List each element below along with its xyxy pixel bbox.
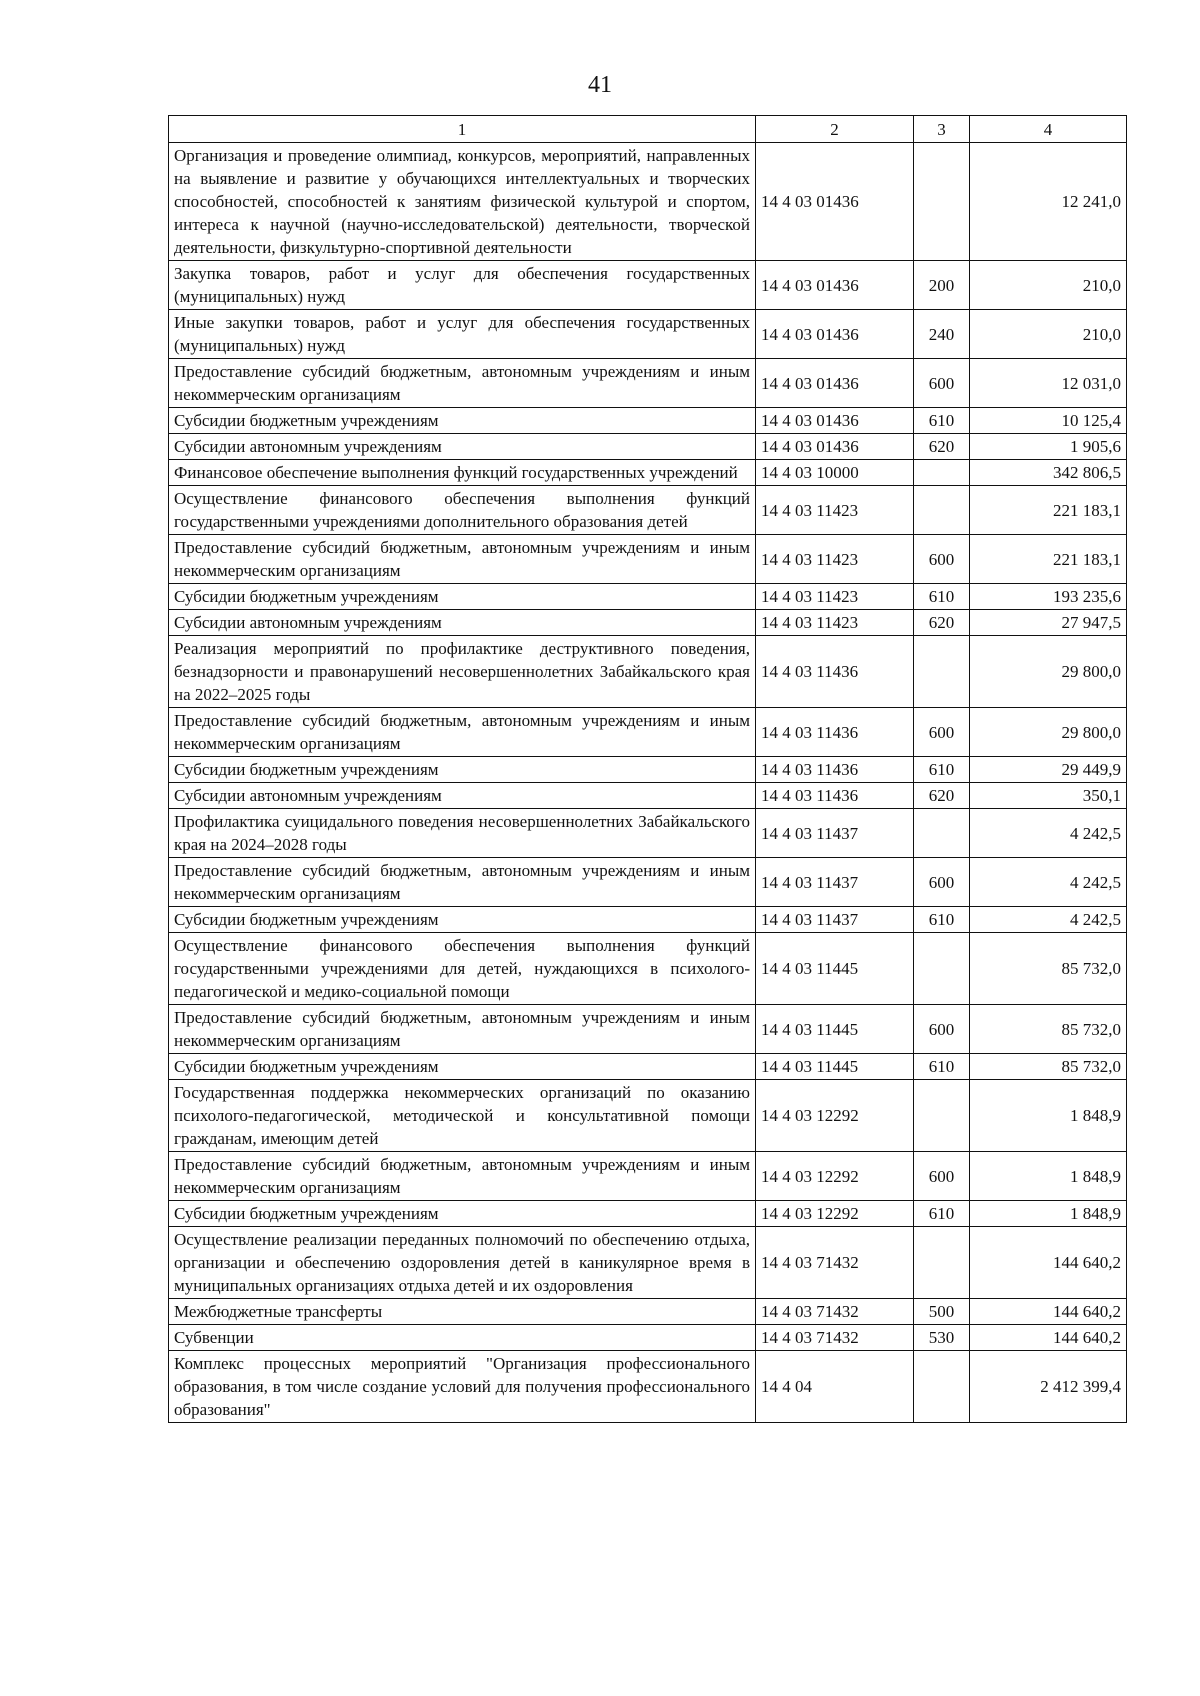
row-type-cell: 600 <box>914 1005 970 1054</box>
row-code-cell: 14 4 03 11445 <box>756 1054 914 1080</box>
row-name-cell: Предоставление субсидий бюджетным, автономным учреждениям и иным некоммерческим организациям <box>169 1005 756 1054</box>
row-sum-cell: 221 183,1 <box>970 486 1127 535</box>
table-row <box>169 143 1127 261</box>
table-row <box>169 907 1127 933</box>
row-sum-cell: 85 732,0 <box>970 1054 1127 1080</box>
header-cell: 2 <box>756 116 914 143</box>
row-code-cell: 14 4 03 12292 <box>756 1201 914 1227</box>
table-row <box>169 610 1127 636</box>
row-sum-cell: 1 848,9 <box>970 1152 1127 1201</box>
row-name-cell: Субсидии бюджетным учреждениям <box>169 1054 756 1080</box>
row-type-cell <box>914 460 970 486</box>
row-sum-cell: 144 640,2 <box>970 1299 1127 1325</box>
row-name-cell: Профилактика суицидального поведения несовершеннолетних Забайкальского края на 2024–2028 годы <box>169 809 756 858</box>
row-name-cell: Субсидии бюджетным учреждениям <box>169 1201 756 1227</box>
row-type-cell <box>914 636 970 708</box>
table-row <box>169 1299 1127 1325</box>
row-sum-cell: 4 242,5 <box>970 858 1127 907</box>
row-code-cell: 14 4 03 11437 <box>756 858 914 907</box>
row-sum-cell: 29 800,0 <box>970 708 1127 757</box>
row-type-cell: 610 <box>914 584 970 610</box>
row-name-cell: Финансовое обеспечение выполнения функций государственных учреждений <box>169 460 756 486</box>
table-row <box>169 408 1127 434</box>
header-cell: 1 <box>169 116 756 143</box>
table-row <box>169 809 1127 858</box>
row-name-cell: Субсидии автономным учреждениям <box>169 434 756 460</box>
row-sum-cell: 2 412 399,4 <box>970 1351 1127 1423</box>
row-name-cell: Субсидии бюджетным учреждениям <box>169 757 756 783</box>
row-type-cell: 620 <box>914 610 970 636</box>
table-row <box>169 1351 1127 1423</box>
row-type-cell <box>914 1351 970 1423</box>
row-code-cell: 14 4 03 01436 <box>756 359 914 408</box>
table-row <box>169 1227 1127 1299</box>
row-name-cell: Осуществление финансового обеспечения выполнения функций государственными учреждениями дополнительного образования детей <box>169 486 756 535</box>
row-name-cell: Предоставление субсидий бюджетным, автономным учреждениям и иным некоммерческим организациям <box>169 708 756 757</box>
budget-table <box>168 115 1127 1423</box>
table-row <box>169 1054 1127 1080</box>
row-sum-cell: 210,0 <box>970 310 1127 359</box>
row-name-cell: Субсидии автономным учреждениям <box>169 783 756 809</box>
row-type-cell: 600 <box>914 1152 970 1201</box>
table-row <box>169 1080 1127 1152</box>
header-cell: 3 <box>914 116 970 143</box>
row-code-cell: 14 4 03 71432 <box>756 1325 914 1351</box>
row-type-cell: 610 <box>914 1054 970 1080</box>
row-type-cell: 530 <box>914 1325 970 1351</box>
row-name-cell: Иные закупки товаров, работ и услуг для обеспечения государственных (муниципальных) нужд <box>169 310 756 359</box>
row-sum-cell: 29 800,0 <box>970 636 1127 708</box>
row-name-cell: Субсидии автономным учреждениям <box>169 610 756 636</box>
row-name-cell: Предоставление субсидий бюджетным, автономным учреждениям и иным некоммерческим организациям <box>169 858 756 907</box>
row-code-cell: 14 4 03 11423 <box>756 584 914 610</box>
table-row <box>169 584 1127 610</box>
table-row <box>169 486 1127 535</box>
page-number: 41 <box>588 72 612 98</box>
row-code-cell: 14 4 03 11445 <box>756 1005 914 1054</box>
row-code-cell: 14 4 03 01436 <box>756 434 914 460</box>
row-code-cell: 14 4 03 11436 <box>756 757 914 783</box>
row-sum-cell: 12 031,0 <box>970 359 1127 408</box>
row-type-cell: 200 <box>914 261 970 310</box>
row-code-cell: 14 4 03 12292 <box>756 1152 914 1201</box>
header-row <box>169 116 1127 143</box>
row-code-cell: 14 4 03 01436 <box>756 310 914 359</box>
row-sum-cell: 29 449,9 <box>970 757 1127 783</box>
row-code-cell: 14 4 03 01436 <box>756 143 914 261</box>
row-sum-cell: 1 905,6 <box>970 434 1127 460</box>
row-type-cell: 610 <box>914 907 970 933</box>
row-type-cell <box>914 143 970 261</box>
row-name-cell: Субсидии бюджетным учреждениям <box>169 408 756 434</box>
table-row <box>169 783 1127 809</box>
row-name-cell: Предоставление субсидий бюджетным, автономным учреждениям и иным некоммерческим организациям <box>169 535 756 584</box>
row-type-cell <box>914 486 970 535</box>
row-type-cell: 600 <box>914 858 970 907</box>
table-row <box>169 261 1127 310</box>
row-code-cell: 14 4 03 10000 <box>756 460 914 486</box>
table-row <box>169 636 1127 708</box>
row-name-cell: Реализация мероприятий по профилактике деструктивного поведения, безнадзорности и правонарушений несовершеннолетних Забайкальского края на 2022–2025 годы <box>169 636 756 708</box>
row-sum-cell: 1 848,9 <box>970 1201 1127 1227</box>
table-row <box>169 1005 1127 1054</box>
row-sum-cell: 144 640,2 <box>970 1325 1127 1351</box>
table-row <box>169 535 1127 584</box>
row-type-cell <box>914 1227 970 1299</box>
row-code-cell: 14 4 04 <box>756 1351 914 1423</box>
row-name-cell: Субвенции <box>169 1325 756 1351</box>
row-sum-cell: 4 242,5 <box>970 809 1127 858</box>
row-type-cell: 240 <box>914 310 970 359</box>
row-sum-cell: 342 806,5 <box>970 460 1127 486</box>
row-sum-cell: 1 848,9 <box>970 1080 1127 1152</box>
row-name-cell: Закупка товаров, работ и услуг для обеспечения государственных (муниципальных) нужд <box>169 261 756 310</box>
table-row <box>169 460 1127 486</box>
row-type-cell: 600 <box>914 359 970 408</box>
header-cell: 4 <box>970 116 1127 143</box>
table-row <box>169 434 1127 460</box>
row-sum-cell: 4 242,5 <box>970 907 1127 933</box>
row-name-cell: Субсидии бюджетным учреждениям <box>169 584 756 610</box>
row-code-cell: 14 4 03 11423 <box>756 610 914 636</box>
row-sum-cell: 12 241,0 <box>970 143 1127 261</box>
row-code-cell: 14 4 03 11437 <box>756 809 914 858</box>
row-sum-cell: 144 640,2 <box>970 1227 1127 1299</box>
row-type-cell: 610 <box>914 408 970 434</box>
row-sum-cell: 85 732,0 <box>970 933 1127 1005</box>
row-type-cell: 500 <box>914 1299 970 1325</box>
table-row <box>169 858 1127 907</box>
row-type-cell: 620 <box>914 434 970 460</box>
row-type-cell <box>914 933 970 1005</box>
row-code-cell: 14 4 03 11423 <box>756 535 914 584</box>
row-code-cell: 14 4 03 01436 <box>756 408 914 434</box>
row-name-cell: Организация и проведение олимпиад, конкурсов, мероприятий, направленных на выявление и развитие у обучающихся интеллектуальных и творческих способностей, способностей к занятиям физической культурой и спортом, интереса к научной (научно-исследовательской) деятельности, творческой деятельности, физкультурно-спортивной деятельности <box>169 143 756 261</box>
row-sum-cell: 10 125,4 <box>970 408 1127 434</box>
row-type-cell: 600 <box>914 708 970 757</box>
row-code-cell: 14 4 03 71432 <box>756 1299 914 1325</box>
row-code-cell: 14 4 03 01436 <box>756 261 914 310</box>
row-sum-cell: 85 732,0 <box>970 1005 1127 1054</box>
row-name-cell: Межбюджетные трансферты <box>169 1299 756 1325</box>
row-code-cell: 14 4 03 11445 <box>756 933 914 1005</box>
table-row <box>169 359 1127 408</box>
row-name-cell: Государственная поддержка некоммерческих организаций по оказанию психолого-педагогической, методической и консультативной помощи гражданам, имеющим детей <box>169 1080 756 1152</box>
row-code-cell: 14 4 03 11436 <box>756 636 914 708</box>
table-row <box>169 1152 1127 1201</box>
row-code-cell: 14 4 03 11437 <box>756 907 914 933</box>
row-name-cell: Субсидии бюджетным учреждениям <box>169 907 756 933</box>
table-row <box>169 310 1127 359</box>
row-type-cell: 610 <box>914 757 970 783</box>
row-sum-cell: 27 947,5 <box>970 610 1127 636</box>
table-row <box>169 1325 1127 1351</box>
row-name-cell: Предоставление субсидий бюджетным, автономным учреждениям и иным некоммерческим организациям <box>169 1152 756 1201</box>
row-sum-cell: 193 235,6 <box>970 584 1127 610</box>
row-code-cell: 14 4 03 11436 <box>756 708 914 757</box>
table-body <box>169 143 1127 1423</box>
row-type-cell <box>914 1080 970 1152</box>
row-type-cell <box>914 809 970 858</box>
row-name-cell: Осуществление финансового обеспечения выполнения функций государственными учреждениями для детей, нуждающихся в психолого-педагогической и медико-социальной помощи <box>169 933 756 1005</box>
row-type-cell: 610 <box>914 1201 970 1227</box>
row-name-cell: Осуществление реализации переданных полномочий по обеспечению отдыха, организации и обеспечению оздоровления детей в каникулярное время в муниципальных организациях отдыха детей и их оздоровления <box>169 1227 756 1299</box>
table-row <box>169 708 1127 757</box>
row-type-cell: 620 <box>914 783 970 809</box>
table-row <box>169 1201 1127 1227</box>
row-code-cell: 14 4 03 71432 <box>756 1227 914 1299</box>
row-type-cell: 600 <box>914 535 970 584</box>
row-sum-cell: 210,0 <box>970 261 1127 310</box>
row-name-cell: Предоставление субсидий бюджетным, автономным учреждениям и иным некоммерческим организациям <box>169 359 756 408</box>
row-sum-cell: 221 183,1 <box>970 535 1127 584</box>
row-code-cell: 14 4 03 12292 <box>756 1080 914 1152</box>
row-code-cell: 14 4 03 11436 <box>756 783 914 809</box>
row-name-cell: Комплекс процессных мероприятий "Организация профессионального образования, в том числе создание условий для получения профессионального образования" <box>169 1351 756 1423</box>
table-row <box>169 757 1127 783</box>
row-code-cell: 14 4 03 11423 <box>756 486 914 535</box>
row-sum-cell: 350,1 <box>970 783 1127 809</box>
table-row <box>169 933 1127 1005</box>
